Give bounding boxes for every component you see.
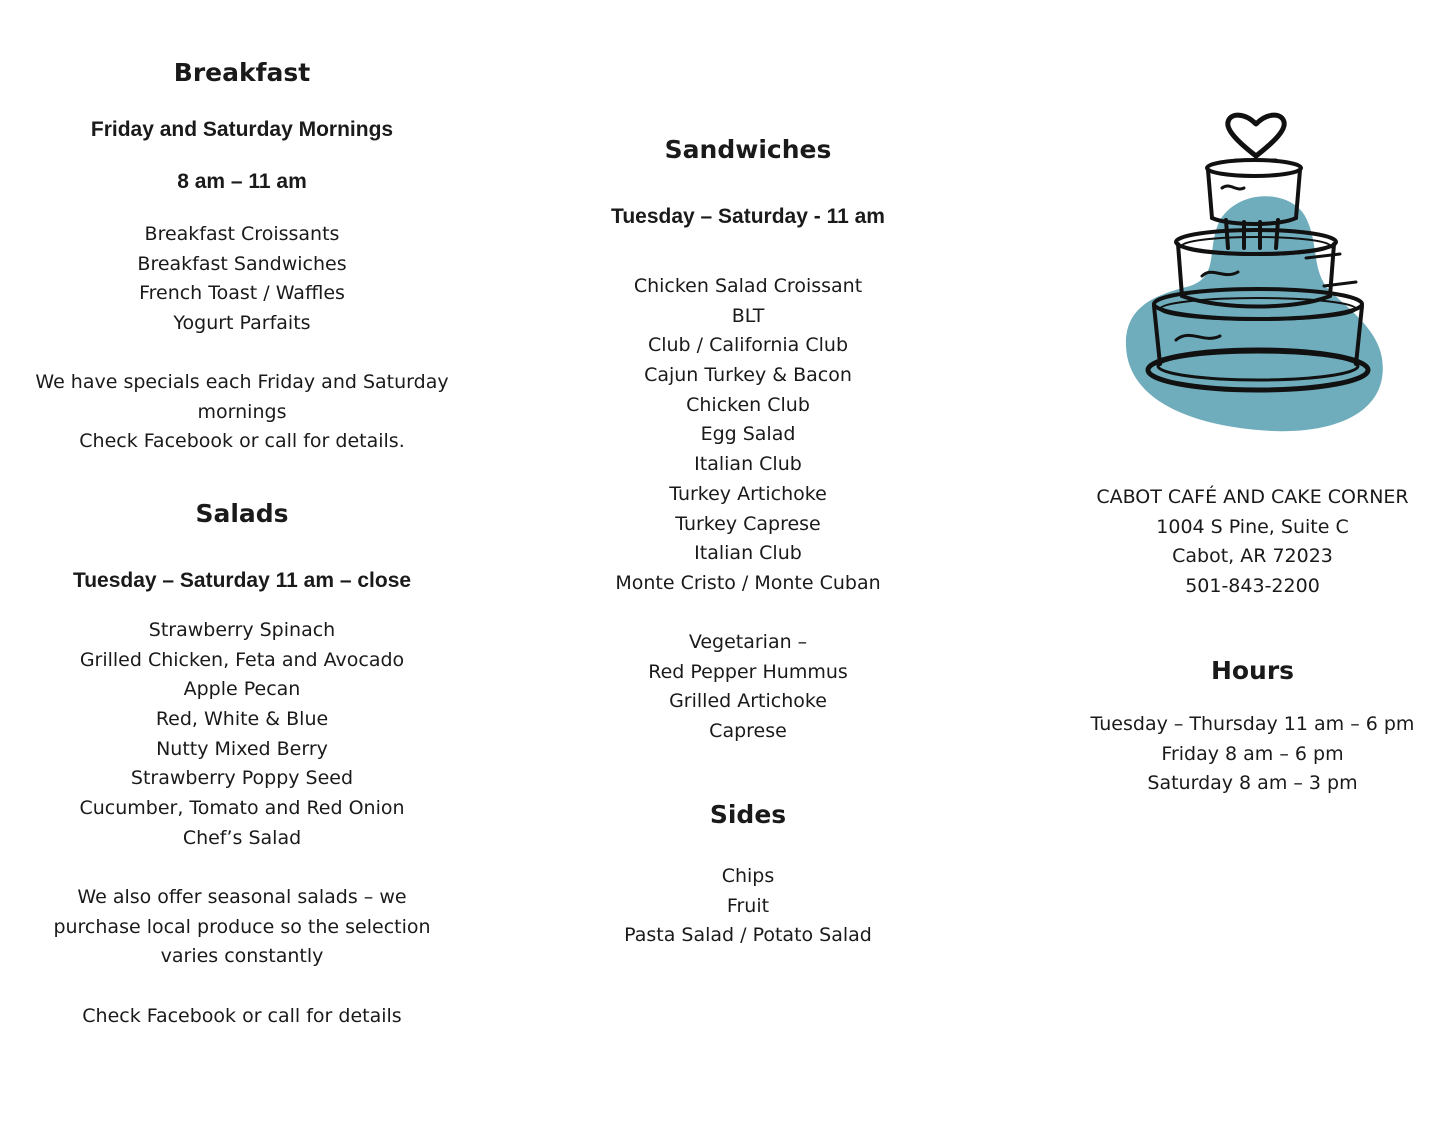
sandwiches-list (560, 272, 936, 599)
list-item: Pasta Salad / Potato Salad (624, 924, 872, 947)
list-item: BLT (731, 304, 765, 327)
list-item: Monte Cristo / Monte Cuban (615, 571, 881, 594)
list-item: Red Pepper Hummus (648, 660, 848, 683)
salads-schedule: Tuesday – Saturday 11 am – close (72, 569, 412, 592)
vegetarian-list (560, 628, 936, 747)
list-item: Red, White & Blue (155, 708, 329, 731)
list-item: Fruit (726, 894, 770, 917)
breakfast-heading: Breakfast (173, 58, 311, 87)
hours-line: Tuesday – Thursday 11 am – 6 pm (1090, 713, 1415, 735)
note-line: purchase local produce so the selection (53, 915, 431, 938)
salads-heading: Salads (195, 499, 289, 528)
breakfast-list (20, 220, 464, 339)
business-address-line2: Cabot, AR 72023 (1172, 545, 1333, 568)
vegetarian-label: Vegetarian – (688, 631, 808, 653)
list-item: Chips (721, 865, 775, 887)
list-item: Nutty Mixed Berry (156, 737, 328, 760)
list-item: Strawberry Spinach (148, 619, 336, 641)
sandwiches-schedule: Tuesday – Saturday - 11 am (611, 205, 885, 228)
list-item: Strawberry Poppy Seed (130, 767, 354, 790)
note-line: Check Facebook or call for details. (79, 430, 405, 453)
note-line: mornings (197, 400, 287, 423)
breakfast-specials-note (20, 368, 464, 457)
sides-heading: Sides (709, 800, 787, 829)
list-item: Grilled Artichoke (669, 690, 827, 713)
business-name: CABOT CAFÉ AND CAKE CORNER (1096, 486, 1409, 508)
list-item: Italian Club (694, 542, 802, 565)
list-item: Breakfast Sandwiches (137, 252, 347, 275)
list-item: Caprese (709, 720, 787, 743)
list-item: Chicken Club (686, 393, 810, 416)
salads-footer-note (20, 1002, 464, 1032)
list-item: Breakfast Croissants (144, 223, 340, 245)
list-item: Grilled Chicken, Feta and Avocado (79, 648, 405, 671)
hours-list (1070, 710, 1435, 799)
note-line: varies constantly (160, 945, 324, 968)
note-line: We have specials each Friday and Saturday (35, 371, 449, 393)
salads-list (20, 616, 464, 854)
business-info (1070, 483, 1435, 602)
list-item: Turkey Caprese (675, 512, 821, 535)
business-address-line1: 1004 S Pine, Suite C (1156, 515, 1349, 538)
list-item: Chef’s Salad (182, 826, 302, 849)
list-item: Club / California Club (647, 334, 849, 357)
list-item: Apple Pecan (183, 678, 301, 701)
list-item: Yogurt Parfaits (173, 312, 311, 335)
sandwiches-heading: Sandwiches (664, 135, 832, 164)
list-item: Cucumber, Tomato and Red Onion (79, 797, 405, 820)
note-line: We also offer seasonal salads – we (77, 886, 407, 908)
list-item: Cajun Turkey & Bacon (644, 364, 852, 387)
breakfast-days: Friday and Saturday Mornings (90, 118, 394, 141)
list-item: Turkey Artichoke (669, 482, 827, 505)
tiered-cake-icon (1120, 108, 1390, 438)
hours-line: Friday 8 am – 6 pm (1161, 742, 1344, 765)
salads-seasonal-note (20, 883, 464, 972)
note-line: Check Facebook or call for details (82, 1005, 402, 1027)
breakfast-time: 8 am – 11 am (177, 170, 307, 193)
list-item: Chicken Salad Croissant (633, 275, 863, 297)
list-item: French Toast / Waffles (139, 282, 345, 305)
hours-line: Saturday 8 am – 3 pm (1147, 772, 1358, 795)
list-item: Italian Club (694, 453, 802, 476)
sides-list (560, 862, 936, 951)
list-item: Egg Salad (700, 423, 796, 446)
hours-heading: Hours (1210, 656, 1295, 685)
business-phone: 501-843-2200 (1185, 575, 1320, 598)
